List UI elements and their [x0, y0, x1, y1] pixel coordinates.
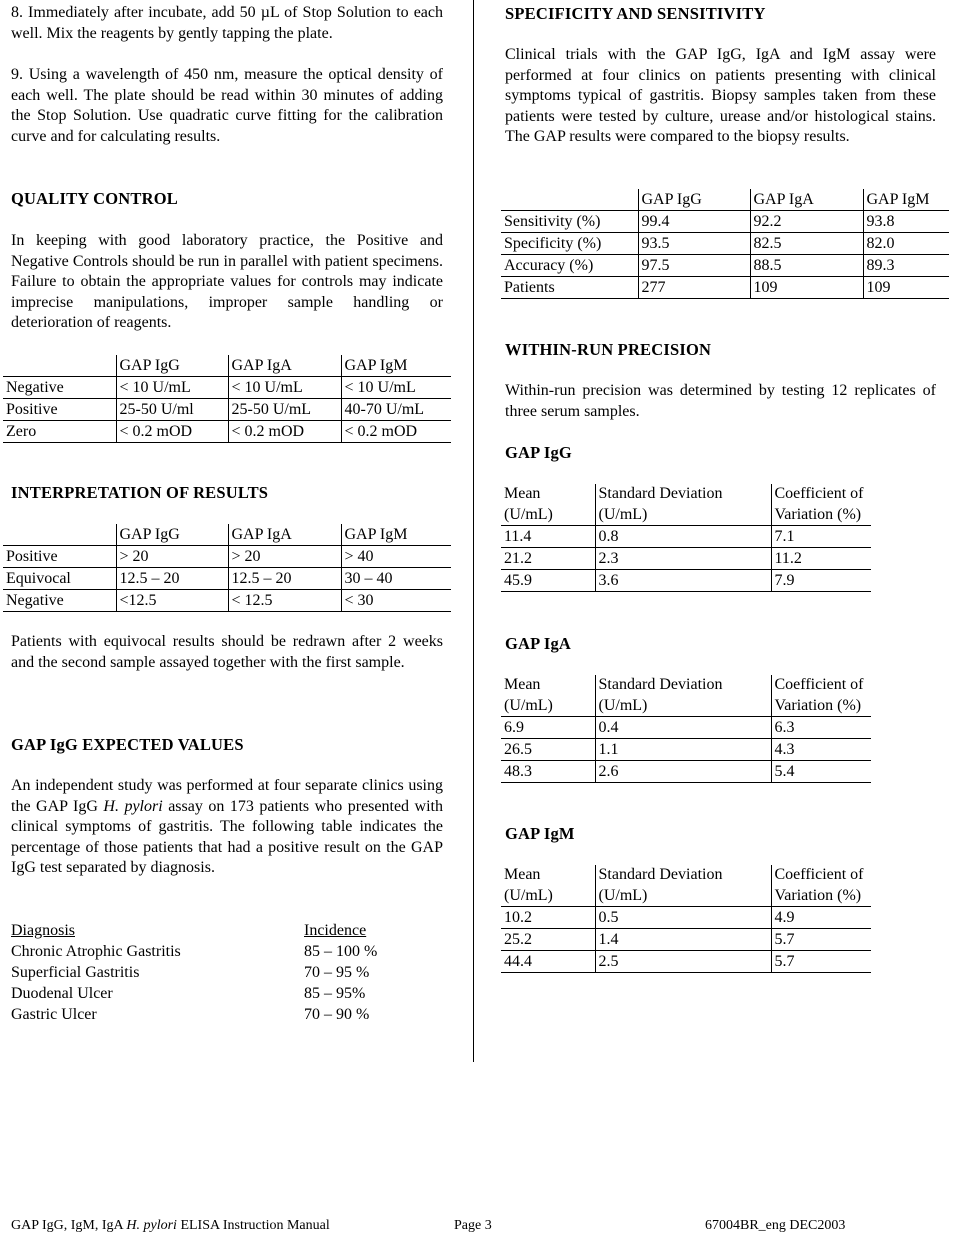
diagnosis-cell: Gastric Ulcer: [11, 1006, 97, 1023]
igm-header-row: [501, 865, 871, 907]
spec-cell: 88.5: [750, 255, 863, 277]
diagnosis-cell: Chronic Atrophic Gastritis: [11, 943, 181, 960]
interp-cell: 12.5 – 20: [116, 568, 228, 590]
iga-row: [501, 761, 871, 783]
spec-cell: Specificity (%): [501, 233, 638, 255]
step-9: 9. Using a wavelength of 450 nm, measure the optical density of each well. The plate should be read within 30 minutes of adding the Stop Solution. Use quadratic curve fitting for the calibration curve and for calculating results.: [11, 66, 443, 145]
spec-cell: 277: [638, 277, 750, 299]
iga-header-cell: [501, 675, 595, 717]
igg-cell: 21.2: [501, 548, 595, 570]
iga-header-cell: [771, 675, 871, 717]
iga-header-line: (U/mL): [504, 696, 553, 714]
diagnosis-row: [11, 962, 424, 983]
igg-precision-table: [501, 484, 871, 592]
igg-cell: 45.9: [501, 570, 595, 592]
igm-header-line: Mean: [504, 866, 541, 883]
spec-cell: 89.3: [863, 255, 949, 277]
igm-cell: 4.9: [771, 907, 871, 929]
iga-header-line: Variation (%): [774, 696, 862, 714]
spec-cell: 93.5: [638, 233, 750, 255]
spec-header-cell: GAP IgG: [638, 189, 750, 211]
igm-header-line: Variation (%): [774, 886, 862, 904]
igm-header-cell: [771, 865, 871, 907]
footer-title: GAP IgG, IgM, IgA H. pylori ELISA Instruction Manual: [11, 1218, 330, 1233]
interp-cell: < 30: [341, 590, 451, 612]
diagnosis-row: [11, 1004, 424, 1025]
qc-cell: Positive: [3, 399, 116, 421]
iga-cell: 2.6: [595, 761, 771, 783]
iga-cell: 1.1: [595, 739, 771, 761]
igm-row: [501, 929, 871, 951]
igg-row: [501, 548, 871, 570]
igg-header-line: Coefficient of: [774, 485, 864, 502]
spec-header-row: [501, 189, 949, 211]
iga-header-cell: [595, 675, 771, 717]
igm-row: [501, 907, 871, 929]
spec-header-cell: GAP IgA: [750, 189, 863, 211]
interp-row: [3, 546, 451, 568]
spec-cell: 99.4: [638, 211, 750, 233]
qc-cell: < 10 U/mL: [116, 377, 228, 399]
iga-header-row: [501, 675, 871, 717]
igg-cell: 0.8: [595, 526, 771, 548]
qc-cell: < 10 U/mL: [228, 377, 341, 399]
iga-header-line: (U/mL): [598, 696, 648, 714]
spec-cell: 109: [863, 277, 949, 299]
igg-header-cell: [771, 484, 871, 526]
igg-cell: 11.2: [771, 548, 871, 570]
igm-cell: 5.7: [771, 951, 871, 973]
specificity-table: [501, 189, 949, 299]
interp-cell: > 40: [341, 546, 451, 568]
igg-header-line: (U/mL): [598, 505, 648, 523]
spec-row: [501, 255, 949, 277]
spec-header-cell: GAP IgM: [863, 189, 949, 211]
column-divider: [473, 0, 474, 1062]
quality-control-table: [3, 355, 451, 443]
igm-cell: 44.4: [501, 951, 595, 973]
igm-cell: 5.7: [771, 929, 871, 951]
igm-header-line: Standard Deviation: [598, 866, 723, 883]
qc-row: [3, 399, 451, 421]
iga-cell: 48.3: [501, 761, 595, 783]
diagnosis-row: [11, 983, 424, 1004]
iga-cell: 4.3: [771, 739, 871, 761]
interp-cell: Negative: [3, 590, 116, 612]
diagnosis-header-cell: Diagnosis: [11, 922, 75, 939]
iga-heading: GAP IgA: [505, 634, 572, 653]
qc-header-cell: [3, 355, 116, 377]
spec-cell: 93.8: [863, 211, 949, 233]
iga-cell: 5.4: [771, 761, 871, 783]
interp-header-cell: GAP IgA: [228, 524, 341, 546]
igm-header-cell: [501, 865, 595, 907]
igg-header-row: [501, 484, 871, 526]
qc-cell: < 0.2 mOD: [341, 421, 451, 443]
igm-header-cell: [595, 865, 771, 907]
igm-header-line: (U/mL): [598, 886, 648, 904]
iga-header-line: Mean: [504, 676, 541, 693]
diagnosis-cell: Superficial Gastritis: [11, 964, 140, 981]
spec-row: [501, 233, 949, 255]
step-8: 8. Immediately after incubate, add 50 µL of Stop Solution to each well. Mix the reagents by gently tapping the plate.: [11, 4, 443, 42]
iga-cell: 0.4: [595, 717, 771, 739]
qc-header-row: [3, 355, 451, 377]
igm-cell: 0.5: [595, 907, 771, 929]
interpretation-table: [3, 524, 451, 612]
interp-row: [3, 590, 451, 612]
qc-row: [3, 421, 451, 443]
igg-cell: 2.3: [595, 548, 771, 570]
diagnosis-cell: Duodenal Ulcer: [11, 985, 113, 1002]
within-run-heading: WITHIN-RUN PRECISION: [505, 340, 712, 359]
spec-cell: Accuracy (%): [501, 255, 638, 277]
igg-header-cell: [595, 484, 771, 526]
spec-row: [501, 211, 949, 233]
diagnosis-cell: 70 – 90 %: [304, 1006, 370, 1023]
quality-control-heading: QUALITY CONTROL: [11, 189, 178, 208]
qc-cell: < 0.2 mOD: [116, 421, 228, 443]
specificity-heading: SPECIFICITY AND SENSITIVITY: [505, 4, 766, 23]
iga-header-line: Standard Deviation: [598, 676, 723, 693]
interp-cell: > 20: [228, 546, 341, 568]
equivocal-text: Patients with equivocal results should be redrawn after 2 weeks and the second sample assayed together with the first sample.: [11, 633, 443, 671]
igm-cell: 10.2: [501, 907, 595, 929]
interp-cell: <12.5: [116, 590, 228, 612]
qc-cell: < 10 U/mL: [341, 377, 451, 399]
quality-control-text: In keeping with good laboratory practice, the Positive and Negative Controls should be run in parallel with patient specimens. Failure to obtain the appropriate values for controls may indicate imprecise manipulations, improper sample handling or deterioration of reagents.: [11, 232, 443, 332]
diagnosis-header-row: [11, 920, 424, 941]
qc-cell: Negative: [3, 377, 116, 399]
igg-cell: 3.6: [595, 570, 771, 592]
iga-cell: 26.5: [501, 739, 595, 761]
interp-header-row: [3, 524, 451, 546]
qc-header-cell: GAP IgA: [228, 355, 341, 377]
diagnosis-cell: 85 – 95%: [304, 985, 366, 1002]
spec-cell: Patients: [501, 277, 638, 299]
iga-row: [501, 717, 871, 739]
spec-cell: 82.5: [750, 233, 863, 255]
igg-heading: GAP IgG: [505, 443, 572, 462]
diagnosis-cell: 70 – 95 %: [304, 964, 370, 981]
qc-cell: 40-70 U/mL: [341, 399, 451, 421]
interp-cell: Equivocal: [3, 568, 116, 590]
interpretation-heading: INTERPRETATION OF RESULTS: [11, 483, 269, 502]
spec-header-cell: [501, 189, 638, 211]
igg-header-line: Variation (%): [774, 505, 862, 523]
igm-cell: 1.4: [595, 929, 771, 951]
expected-values-heading: GAP IgG EXPECTED VALUES: [11, 735, 244, 754]
spec-cell: 109: [750, 277, 863, 299]
igm-cell: 2.5: [595, 951, 771, 973]
interp-header-cell: [3, 524, 116, 546]
footer-document-code: 67004BR_eng DEC2003: [705, 1218, 846, 1233]
iga-header-line: Coefficient of: [774, 676, 864, 693]
qc-cell: < 0.2 mOD: [228, 421, 341, 443]
within-run-text: Within-run precision was determined by testing 12 replicates of three serum samples.: [505, 382, 936, 420]
qc-header-cell: GAP IgG: [116, 355, 228, 377]
interp-cell: < 12.5: [228, 590, 341, 612]
interp-cell: 30 – 40: [341, 568, 451, 590]
interp-cell: 12.5 – 20: [228, 568, 341, 590]
interp-cell: Positive: [3, 546, 116, 568]
interp-header-cell: GAP IgM: [341, 524, 451, 546]
igg-header-line: Standard Deviation: [598, 485, 723, 502]
iga-cell: 6.3: [771, 717, 871, 739]
iga-row: [501, 739, 871, 761]
igg-cell: 7.9: [771, 570, 871, 592]
spec-cell: 97.5: [638, 255, 750, 277]
igm-heading: GAP IgM: [505, 824, 575, 843]
specificity-text: Clinical trials with the GAP IgG, IgA and IgM assay were performed at four clinics on patients presenting with clinical symptoms typical of gastritis. Biopsy samples taken from these patients were tested by culture, urease and/or histological stains. The GAP results were compared to the biopsy results.: [505, 46, 936, 146]
qc-header-cell: GAP IgM: [341, 355, 451, 377]
igm-row: [501, 951, 871, 973]
igm-header-line: Coefficient of: [774, 866, 864, 883]
interp-row: [3, 568, 451, 590]
diagnosis-header-cell: Incidence: [304, 922, 367, 939]
iga-precision-table: [501, 675, 871, 783]
igm-precision-table: [501, 865, 871, 973]
spec-cell: 92.2: [750, 211, 863, 233]
igg-cell: 11.4: [501, 526, 595, 548]
igg-header-line: Mean: [504, 485, 541, 502]
igg-row: [501, 526, 871, 548]
footer-page-number: Page 3: [454, 1218, 492, 1233]
igg-header-cell: [501, 484, 595, 526]
interp-cell: > 20: [116, 546, 228, 568]
igg-cell: 7.1: [771, 526, 871, 548]
qc-row: [3, 377, 451, 399]
iga-cell: 6.9: [501, 717, 595, 739]
igm-header-line: (U/mL): [504, 886, 553, 904]
qc-cell: Zero: [3, 421, 116, 443]
diagnosis-row: [11, 941, 424, 962]
diagnosis-cell: 85 – 100 %: [304, 943, 378, 960]
spec-row: [501, 277, 949, 299]
qc-cell: 25-50 U/ml: [116, 399, 228, 421]
igg-header-line: (U/mL): [504, 505, 553, 523]
qc-cell: 25-50 U/mL: [228, 399, 341, 421]
expected-values-text: An independent study was performed at four separate clinics using the GAP IgG H. pylori assay on 173 patients who presented with clinical symptoms of gastritis. The following table indicates the percentage of those patients that had a positive result on the GAP IgG test separated by diagnosis.: [11, 777, 444, 877]
spec-cell: 82.0: [863, 233, 949, 255]
diagnosis-table: [11, 920, 424, 1025]
spec-cell: Sensitivity (%): [501, 211, 638, 233]
interp-header-cell: GAP IgG: [116, 524, 228, 546]
igm-cell: 25.2: [501, 929, 595, 951]
igg-row: [501, 570, 871, 592]
